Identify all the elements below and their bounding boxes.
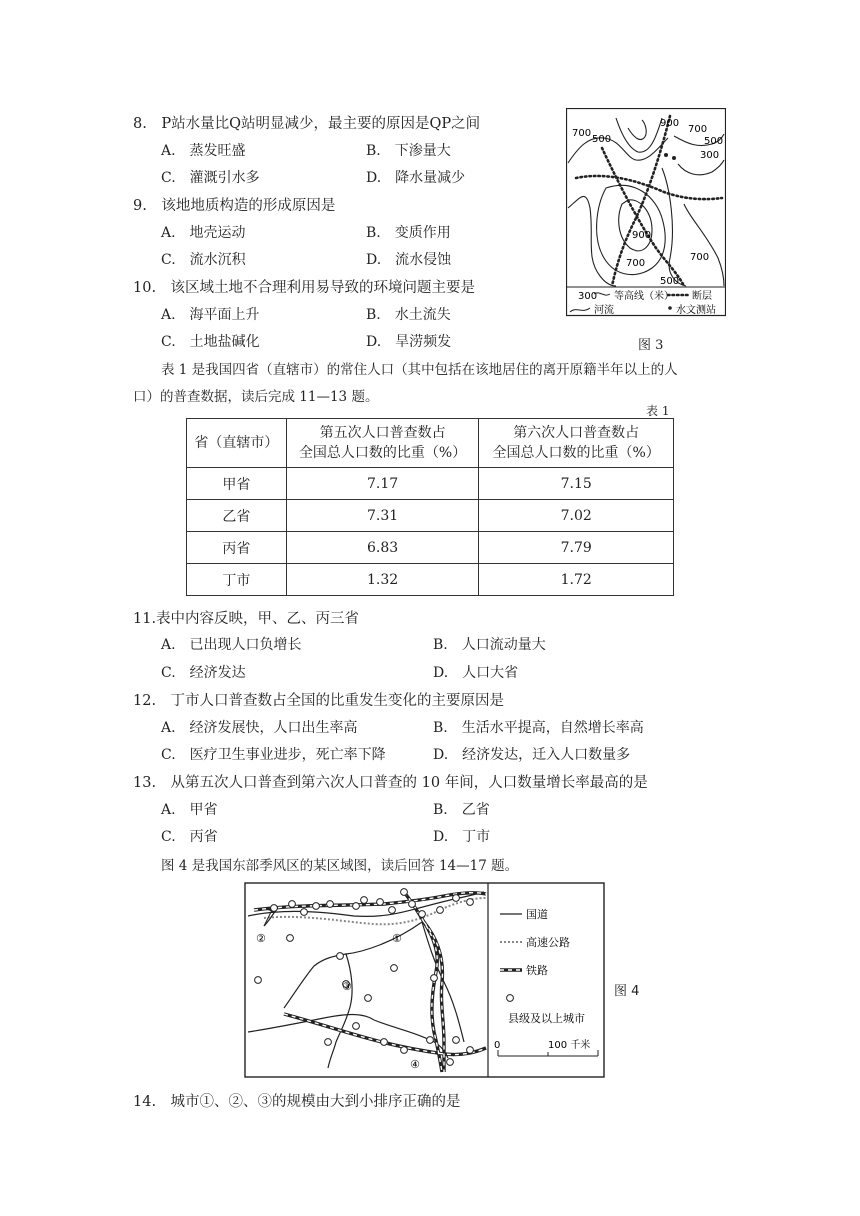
q8-option-b: B. 下渗量大 — [366, 143, 451, 159]
q9-option-c: C. 流水沉积 — [161, 252, 246, 268]
q9-option-a: A. 地壳运动 — [161, 225, 246, 241]
table-row — [187, 532, 674, 564]
q8-option-c: C. 灌溉引水多 — [161, 170, 260, 186]
question-9-stem: 9. 该地地质构造的形成原因是 — [133, 198, 336, 214]
legend-contour-value: 300 — [578, 291, 598, 302]
table-row — [187, 500, 674, 532]
q10-option-d: D. 旱涝频发 — [366, 334, 452, 350]
legend-river: 河流 — [594, 305, 614, 316]
table-intro-line2: 口）的普查数据，读后完成 11—13 题。 — [133, 389, 379, 405]
contour-label: 700 — [572, 128, 592, 139]
population-census-table — [186, 418, 674, 596]
contour-label: 900 — [660, 118, 680, 129]
cell-census5: 1.32 — [286, 564, 479, 596]
contour-label: 500 — [660, 276, 680, 287]
figure-4-region-map — [244, 882, 606, 1080]
q13-option-b: B. 乙省 — [433, 802, 490, 818]
q11-option-b: B. 人口流动量大 — [433, 637, 546, 653]
figure-4-intro: 图 4 是我国东部季风区的某区域图，读后回答 14—17 题。 — [161, 858, 519, 874]
station-p-dot — [672, 156, 676, 160]
header-province: 省（直辖市） — [187, 419, 287, 468]
header-census6 — [479, 419, 674, 468]
q12-option-a: A. 经济发展快，人口出生率高 — [161, 720, 358, 736]
figure-3-caption: 图 3 — [638, 338, 664, 353]
q8-option-d: D. 降水量减少 — [366, 170, 466, 186]
table-row — [187, 468, 674, 500]
q12-option-c: C. 医疗卫生事业进步，死亡率下降 — [161, 747, 386, 763]
cell-census5: 6.83 — [286, 532, 479, 564]
question-8-stem: 8. P站水量比Q站明显减少，最主要的原因是QP之间 — [133, 116, 481, 132]
legend-city: 县级及以上城市 — [508, 1012, 585, 1025]
q11-option-c: C. 经济发达 — [161, 665, 246, 681]
q12-option-d: D. 经济发达，迁入人口数量多 — [433, 747, 631, 763]
q8-option-a: A. 蒸发旺盛 — [161, 143, 246, 159]
q10-option-c: C. 土地盐碱化 — [161, 334, 260, 350]
scale-zero: 0 — [494, 1040, 501, 1051]
header-line: 全国总人口数的比重（%） — [298, 445, 467, 461]
contour-label: 700 — [688, 124, 708, 135]
q11-option-a: A. 已出现人口负增长 — [161, 637, 302, 653]
city-label-3: ③ — [342, 980, 352, 993]
q13-option-c: C. 丙省 — [161, 829, 218, 845]
contour-label: 300 — [700, 150, 720, 161]
figure-4-caption: 图 4 — [614, 984, 640, 999]
city-label-2: ② — [256, 932, 266, 945]
scale-label: 100 千米 — [548, 1040, 591, 1051]
table-1-caption: 表 1 — [646, 404, 670, 418]
row-label: 甲省 — [187, 468, 287, 500]
station-dot-icon — [668, 306, 672, 310]
legend-fault: 断层 — [692, 291, 712, 302]
table-intro-line1: 表 1 是我国四省（直辖市）的常住人口（其中包括在该地居住的离开原籍半年以上的人 — [161, 362, 678, 378]
city-circle-icon — [507, 995, 514, 1002]
cell-census6: 7.15 — [479, 468, 674, 500]
question-10-stem: 10. 该区域土地不合理利用易导致的环境问题主要是 — [133, 280, 476, 296]
cell-census6: 7.79 — [479, 532, 674, 564]
header-census5 — [286, 419, 479, 468]
legend-national-road: 国道 — [526, 908, 548, 921]
legend-expressway: 高速公路 — [526, 936, 570, 949]
q13-option-a: A. 甲省 — [161, 802, 218, 818]
q9-option-d: D. 流水侵蚀 — [366, 252, 452, 268]
question-11-stem: 11.表中内容反映，甲、乙、丙三省 — [133, 611, 360, 627]
header-line: 第六次人口普查数占 — [513, 425, 640, 441]
contour-label: 500 — [704, 136, 724, 147]
header-line: 第五次人口普查数占 — [319, 425, 446, 441]
city-label-1: ① — [392, 932, 402, 945]
contour-label: 900 — [632, 230, 652, 241]
cell-census6: 7.02 — [479, 500, 674, 532]
q10-option-b: B. 水土流失 — [366, 307, 451, 323]
contour-label: 500 — [592, 134, 612, 145]
table-header-row — [187, 419, 674, 468]
cell-census5: 7.31 — [286, 500, 479, 532]
header-line: 全国总人口数的比重（%） — [492, 445, 660, 461]
contour-label: 700 — [690, 252, 710, 263]
cell-census5: 7.17 — [286, 468, 479, 500]
row-label: 乙省 — [187, 500, 287, 532]
figure-3-contour-map — [566, 108, 726, 328]
legend-station: 水文测站 — [676, 305, 716, 316]
q9-option-b: B. 变质作用 — [366, 225, 451, 241]
question-13-stem: 13. 从第五次人口普查到第六次人口普查的 10 年间，人口数量增长率最高的是 — [133, 775, 648, 791]
question-14-stem: 14. 城市①、②、③的规模由大到小排序正确的是 — [133, 1094, 461, 1110]
cell-census6: 1.72 — [479, 564, 674, 596]
legend-railway: 铁路 — [526, 964, 548, 977]
q12-option-b: B. 生活水平提高，自然增长率高 — [433, 720, 644, 736]
row-label: 丁市 — [187, 564, 287, 596]
legend-contour: 等高线（米） — [614, 291, 674, 302]
q10-option-a: A. 海平面上升 — [161, 307, 260, 323]
contour-label: 700 — [626, 258, 646, 269]
station-q-dot — [664, 153, 668, 157]
question-12-stem: 12. 丁市人口普查数占全国的比重发生变化的主要原因是 — [133, 693, 505, 709]
q11-option-d: D. 人口大省 — [433, 665, 519, 681]
q13-option-d: D. 丁市 — [433, 829, 491, 845]
table-row — [187, 564, 674, 596]
city-label-4: ④ — [410, 1058, 420, 1071]
row-label: 丙省 — [187, 532, 287, 564]
